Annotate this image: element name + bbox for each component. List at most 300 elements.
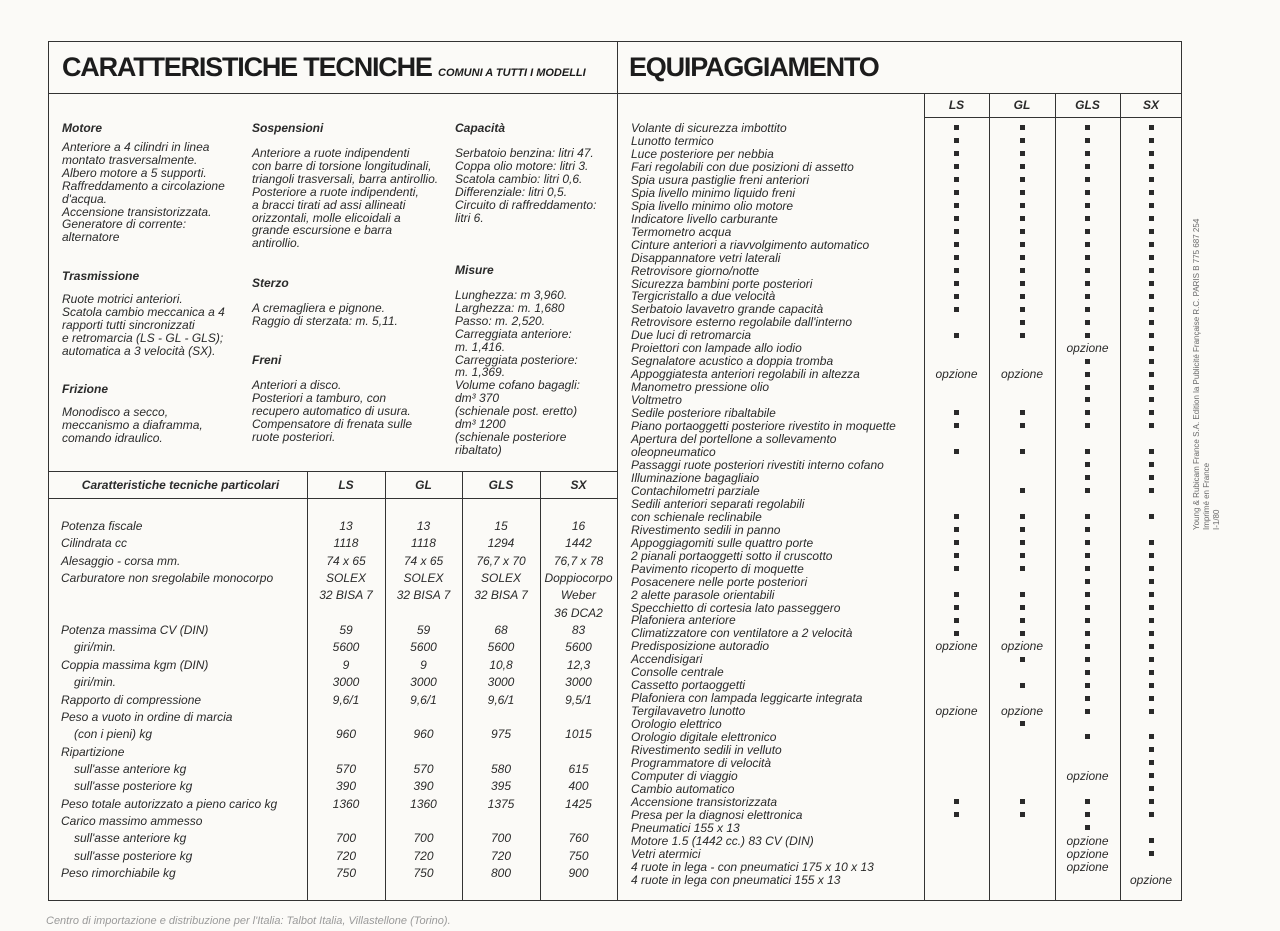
included-square-icon xyxy=(1149,138,1154,143)
included-square-icon xyxy=(954,138,959,143)
spec-cell: 59 xyxy=(416,623,431,638)
included-marker xyxy=(1055,239,1120,252)
included-square-icon xyxy=(954,151,959,156)
included-marker xyxy=(1055,122,1120,135)
included-square-icon xyxy=(1085,229,1090,234)
title-characteristics-subtitle: COMUNI A TUTTI I MODELLI xyxy=(438,67,586,79)
included-square-icon xyxy=(1085,488,1090,493)
included-marker xyxy=(1120,252,1182,265)
spec-cell: 800 xyxy=(490,866,512,880)
spec-row-label: sull'asse posteriore kg xyxy=(74,848,193,863)
included-marker xyxy=(989,226,1055,239)
included-marker xyxy=(989,174,1055,187)
included-square-icon xyxy=(1085,164,1090,169)
included-square-icon xyxy=(1020,683,1025,688)
spec-cell: 5600 xyxy=(487,640,515,655)
included-square-icon xyxy=(1149,385,1154,390)
included-square-icon xyxy=(1149,799,1154,804)
included-square-icon xyxy=(1085,618,1090,623)
section-text-frizione: Monodisco a secco, meccanismo a diaframma, comando idraulico. xyxy=(62,405,203,445)
included-marker xyxy=(1120,589,1182,602)
included-marker xyxy=(924,511,989,524)
spec-cell: 3000 xyxy=(565,675,592,690)
included-square-icon xyxy=(1149,488,1154,493)
included-marker xyxy=(924,329,989,342)
included-square-icon xyxy=(1149,462,1154,467)
included-marker xyxy=(1055,627,1120,640)
section-text-capacita: Serbatoio benzina: litri 47. Coppa olio motore: litri 3. Scatola cambio: litri 0,6. Differenziale: litri 0,5. Circuito di raffreddamento: litri 6. xyxy=(455,146,597,225)
included-square-icon xyxy=(954,216,959,221)
included-square-icon xyxy=(1149,410,1154,415)
included-marker xyxy=(924,226,989,239)
header-rule xyxy=(48,93,1182,94)
included-square-icon xyxy=(1085,242,1090,247)
included-square-icon xyxy=(1085,825,1090,830)
equip-header-rule xyxy=(924,117,1182,118)
spec-row-label: Peso totale autorizzato a pieno carico kg xyxy=(61,796,278,811)
included-square-icon xyxy=(1149,268,1154,273)
spec-cell: 15 xyxy=(494,519,508,533)
equipment-row-label: Appoggiatesta anteriori regolabili in altezza xyxy=(631,367,860,382)
included-marker xyxy=(1120,809,1182,822)
included-marker xyxy=(989,679,1055,692)
included-square-icon xyxy=(1020,553,1025,558)
equipment-row-label: Cambio automatico xyxy=(631,781,735,796)
included-marker xyxy=(1120,783,1182,796)
included-marker xyxy=(989,303,1055,316)
equip-col-header-gl: GL xyxy=(1013,98,1031,112)
equipment-row-label: oleopneumatico xyxy=(631,445,716,459)
included-marker xyxy=(1120,446,1182,459)
included-marker xyxy=(1120,459,1182,472)
included-square-icon xyxy=(1020,527,1025,532)
included-square-icon xyxy=(1020,151,1025,156)
included-marker xyxy=(924,122,989,135)
included-square-icon xyxy=(954,255,959,260)
spec-cell: 12,3 xyxy=(566,657,591,672)
spec-cell: 960 xyxy=(335,727,357,742)
included-marker xyxy=(1055,666,1120,679)
option-label: opzione xyxy=(1066,769,1109,783)
spec-cell: 9,6/1 xyxy=(410,692,437,707)
equipment-row-label: Appoggiagomiti sulle quattro porte xyxy=(631,535,814,550)
equipment-row-label: Segnalatore acustico a doppia tromba xyxy=(631,354,834,369)
spec-cell: 3000 xyxy=(487,675,515,690)
included-square-icon xyxy=(1149,307,1154,312)
equipment-row-label: Presa per la diagnosi elettronica xyxy=(631,807,803,822)
equipment-row-label: Vetri atermici xyxy=(631,846,701,861)
equipment-row-label: 4 ruote in lega con pneumatici 155 x 13 xyxy=(631,872,841,887)
included-square-icon xyxy=(954,229,959,234)
included-square-icon xyxy=(1020,657,1025,662)
included-marker xyxy=(1120,653,1182,666)
included-marker xyxy=(1055,640,1120,653)
section-title-misure: Misure xyxy=(455,263,494,277)
spec-cell: 76,7 x 70 xyxy=(476,553,526,568)
included-square-icon xyxy=(954,592,959,597)
included-marker xyxy=(1055,316,1120,329)
included-marker xyxy=(924,407,989,420)
included-square-icon xyxy=(1149,229,1154,234)
included-marker xyxy=(1120,537,1182,550)
included-square-icon xyxy=(954,410,959,415)
included-square-icon xyxy=(954,540,959,545)
included-marker xyxy=(1120,278,1182,291)
included-square-icon xyxy=(1020,268,1025,273)
included-marker xyxy=(1120,381,1182,394)
included-marker xyxy=(989,589,1055,602)
included-marker xyxy=(1120,303,1182,316)
included-square-icon xyxy=(1085,281,1090,286)
equipment-row-label: Spia usura pastiglie freni anteriori xyxy=(631,172,810,187)
included-marker xyxy=(989,213,1055,226)
included-marker xyxy=(989,122,1055,135)
spec-cell: 700 xyxy=(413,831,434,846)
spec-cell: 3000 xyxy=(410,675,437,690)
included-marker xyxy=(1055,576,1120,589)
included-square-icon xyxy=(954,268,959,273)
spec-cell: 390 xyxy=(413,779,434,794)
included-marker xyxy=(1055,148,1120,161)
included-marker xyxy=(1120,226,1182,239)
spec-row-label: Carico massimo ammesso xyxy=(61,813,203,828)
included-marker xyxy=(1055,420,1120,433)
spec-cell: 5600 xyxy=(565,640,592,655)
spec-table-header-rule xyxy=(48,498,617,499)
spec-row-label: sull'asse anteriore kg xyxy=(74,761,187,776)
included-square-icon xyxy=(1020,488,1025,493)
included-square-icon xyxy=(954,190,959,195)
spec-cell: 74 x 65 xyxy=(403,553,444,568)
included-marker xyxy=(1120,135,1182,148)
included-square-icon xyxy=(1149,190,1154,195)
spec-row-label: Carburatore non sregolabile monocorpo xyxy=(61,571,274,586)
included-square-icon xyxy=(1020,592,1025,597)
included-square-icon xyxy=(1020,540,1025,545)
section-title-sospensioni: Sospensioni xyxy=(252,121,324,135)
included-square-icon xyxy=(1149,242,1154,247)
included-marker xyxy=(1120,731,1182,744)
included-square-icon xyxy=(1020,631,1025,636)
included-marker xyxy=(1055,290,1120,303)
included-marker xyxy=(1055,381,1120,394)
included-marker xyxy=(1055,174,1120,187)
included-square-icon xyxy=(1085,799,1090,804)
included-square-icon xyxy=(1020,125,1025,130)
included-marker xyxy=(1120,355,1182,368)
included-marker xyxy=(1055,563,1120,576)
included-marker xyxy=(1120,627,1182,640)
included-square-icon xyxy=(1149,333,1154,338)
section-text-trasmissione: Ruote motrici anteriori. Scatola cambio meccanica a 4 rapporti tutti sincronizzati e retromarcia (LS - GL - GLS); automatica a 3 velocità (SX). xyxy=(62,292,225,358)
included-square-icon xyxy=(954,605,959,610)
included-marker xyxy=(1055,278,1120,291)
included-square-icon xyxy=(1020,294,1025,299)
included-marker xyxy=(1120,550,1182,563)
spec-cell: 750 xyxy=(413,866,434,880)
included-square-icon xyxy=(1149,592,1154,597)
included-square-icon xyxy=(1149,773,1154,778)
included-marker xyxy=(924,174,989,187)
included-marker xyxy=(924,278,989,291)
included-square-icon xyxy=(1085,125,1090,130)
option-label: opzione xyxy=(935,367,978,382)
title-characteristics-text: CARATTERISTICHE TECNICHE xyxy=(62,52,432,82)
included-square-icon xyxy=(1085,540,1090,545)
included-marker xyxy=(1055,705,1120,718)
included-marker xyxy=(989,316,1055,329)
equipment-row-label: Lunotto termico xyxy=(631,133,714,148)
spec-cell: 9,5/1 xyxy=(565,692,592,707)
included-marker xyxy=(989,809,1055,822)
included-square-icon xyxy=(1149,164,1154,169)
included-marker xyxy=(1120,316,1182,329)
equipment-row-label: Consolle centrale xyxy=(631,665,724,680)
spec-cell: 74 x 65 xyxy=(326,553,366,568)
option-label: opzione xyxy=(1129,872,1173,887)
spec-row-label: Peso a vuoto in ordine di marcia xyxy=(61,709,233,724)
included-square-icon xyxy=(954,566,959,571)
spec-row-label: Potenza massima CV (DIN) xyxy=(61,623,209,638)
included-marker xyxy=(1055,537,1120,550)
included-square-icon xyxy=(1085,605,1090,610)
included-marker xyxy=(989,718,1055,731)
included-square-icon xyxy=(1149,670,1154,675)
included-marker xyxy=(1055,394,1120,407)
included-square-icon xyxy=(954,333,959,338)
spec-cell: 1118 xyxy=(411,536,436,551)
equipment-row-label: Specchietto di cortesia lato passeggero xyxy=(631,600,841,615)
included-marker xyxy=(924,252,989,265)
section-title-freni: Freni xyxy=(252,353,282,367)
included-marker xyxy=(1055,459,1120,472)
included-marker xyxy=(924,563,989,576)
included-marker xyxy=(1055,355,1120,368)
included-marker xyxy=(1055,187,1120,200)
included-square-icon xyxy=(1020,799,1025,804)
spec-cell: 13 xyxy=(416,519,431,533)
spec-cell: 76,7 x 78 xyxy=(553,553,604,568)
included-marker xyxy=(1055,485,1120,498)
spec-cell: Doppiocorpo xyxy=(544,571,613,586)
included-square-icon xyxy=(954,177,959,182)
spec-row-label: Cilindrata cc xyxy=(61,536,128,551)
equipment-row-label: Sedile posteriore ribaltabile xyxy=(631,406,776,421)
included-marker xyxy=(924,446,989,459)
equipment-row-label: Spia livello minimo olio motore xyxy=(631,198,794,213)
included-marker xyxy=(1120,692,1182,705)
included-square-icon xyxy=(1085,190,1090,195)
included-square-icon xyxy=(1085,333,1090,338)
included-marker xyxy=(924,161,989,174)
included-square-icon xyxy=(1149,320,1154,325)
equipment-row-label: 4 ruote in lega - con pneumatici 175 x 10 x 13 xyxy=(631,859,874,874)
included-marker xyxy=(989,187,1055,200)
included-marker xyxy=(1055,200,1120,213)
equipment-row-label: Motore 1.5 (1442 cc.) 83 CV (DIN) xyxy=(631,833,814,848)
equipment-row-label: Serbatoio lavavetro grande capacità xyxy=(631,302,824,317)
included-square-icon xyxy=(1085,410,1090,415)
included-square-icon xyxy=(1085,216,1090,221)
included-square-icon xyxy=(1085,734,1090,739)
included-marker xyxy=(924,135,989,148)
included-marker xyxy=(1120,265,1182,278)
spec-row-label: Potenza fiscale xyxy=(61,519,143,533)
included-square-icon xyxy=(954,799,959,804)
included-square-icon xyxy=(1085,657,1090,662)
equipment-row-label: 2 alette parasole orientabili xyxy=(631,587,775,602)
included-square-icon xyxy=(1085,631,1090,636)
included-square-icon xyxy=(1149,294,1154,299)
included-square-icon xyxy=(1085,514,1090,519)
equip-col-header-gls: GLS xyxy=(1075,98,1100,112)
section-text-misure: Lunghezza: m 3,960. Larghezza: m. 1,680 Passo: m. 2,520. Carreggiata anteriore: m. 1,416. Carreggiata posteriore: m. 1,369. Volume cofano bagagli: dm³ 370 (schienale post. eretto) dm³ 1200 (schienale posteriore ribaltato) xyxy=(455,288,580,457)
included-square-icon xyxy=(1085,527,1090,532)
included-marker xyxy=(1055,524,1120,537)
equipment-row-label: Orologio digitale elettronico xyxy=(631,730,777,745)
equipment-row-label: Spia livello minimo liquido freni xyxy=(631,185,796,200)
included-marker xyxy=(924,239,989,252)
footer-distributor: Centro di importazione e distribuzione per l'Italia: Talbot Italia, Villastellone (Torino). xyxy=(46,915,451,927)
equipment-row-label: Predisposizione autoradio xyxy=(631,639,770,654)
included-marker xyxy=(924,200,989,213)
included-marker xyxy=(1120,640,1182,653)
included-square-icon xyxy=(1149,812,1154,817)
section-text-sterzo: A cremagliera e pignone. Raggio di sterzata: m. 5,11. xyxy=(252,301,398,328)
included-square-icon xyxy=(1085,579,1090,584)
included-marker xyxy=(1120,835,1182,848)
spec-table-title: Caratteristiche tecniche particolari xyxy=(81,478,280,492)
included-square-icon xyxy=(1085,307,1090,312)
spec-cell: 975 xyxy=(490,727,512,742)
included-marker xyxy=(924,303,989,316)
spec-cell: 760 xyxy=(568,831,589,846)
included-square-icon xyxy=(1149,553,1154,558)
included-square-icon xyxy=(1149,177,1154,182)
included-square-icon xyxy=(1020,333,1025,338)
equipment-row-label: Apertura del portellone a sollevamento xyxy=(631,432,837,447)
included-marker xyxy=(989,614,1055,627)
included-square-icon xyxy=(1020,138,1025,143)
included-marker xyxy=(1120,174,1182,187)
spec-cell: 1118 xyxy=(333,536,359,551)
equipment-row-label: Plafoniera con lampada leggicarte integrata xyxy=(631,691,863,706)
included-square-icon xyxy=(1020,812,1025,817)
spec-cell: 750 xyxy=(568,848,589,863)
spec-cell: 700 xyxy=(490,831,512,846)
included-marker xyxy=(1120,614,1182,627)
included-square-icon xyxy=(1085,203,1090,208)
option-label: opzione xyxy=(1066,846,1109,861)
spec-table-top-rule xyxy=(48,471,617,472)
equipment-row-label: Volante di sicurezza imbottito xyxy=(631,121,787,135)
section-title-frizione: Frizione xyxy=(62,382,109,396)
title-equipment: EQUIPAGGIAMENTO xyxy=(629,52,879,82)
spec-cell: 580 xyxy=(490,761,512,776)
included-marker xyxy=(1055,511,1120,524)
included-marker xyxy=(1055,161,1120,174)
included-marker xyxy=(989,420,1055,433)
spec-cell: 1360 xyxy=(410,796,437,811)
included-square-icon xyxy=(954,553,959,558)
equipment-row-label: Indicatore livello carburante xyxy=(631,211,778,226)
equipment-row-label: 2 pianali portaoggetti sotto il cruscotto xyxy=(631,548,833,563)
option-label: opzione xyxy=(935,639,978,654)
side-credit-line2: Imprimé en France xyxy=(1202,462,1211,530)
included-square-icon xyxy=(1085,475,1090,480)
included-marker xyxy=(1055,602,1120,615)
included-marker xyxy=(924,614,989,627)
included-square-icon xyxy=(1149,579,1154,584)
included-marker xyxy=(924,809,989,822)
equipment-row-label: Cinture anteriori a riavvolgimento automatico xyxy=(631,237,870,252)
section-title-motore: Motore xyxy=(62,121,102,135)
included-square-icon xyxy=(1149,449,1154,454)
included-marker xyxy=(1120,602,1182,615)
spec-cell: 9,6/1 xyxy=(487,692,515,707)
included-marker xyxy=(1055,213,1120,226)
included-square-icon xyxy=(954,125,959,130)
included-square-icon xyxy=(1020,281,1025,286)
included-marker xyxy=(1120,770,1182,783)
included-square-icon xyxy=(1149,514,1154,519)
included-square-icon xyxy=(1085,177,1090,182)
spec-row-label: giri/min. xyxy=(74,675,117,690)
included-square-icon xyxy=(1020,190,1025,195)
spec-cell: SOLEX xyxy=(403,571,444,586)
included-square-icon xyxy=(1020,566,1025,571)
included-square-icon xyxy=(954,164,959,169)
spec-cell: 10,8 xyxy=(489,657,513,672)
side-credit-line3: I-1/80 xyxy=(1212,509,1221,530)
included-marker xyxy=(989,537,1055,550)
section-title-trasmissione: Trasmissione xyxy=(62,269,140,283)
spec-cell: 13 xyxy=(339,519,353,533)
included-square-icon xyxy=(1149,346,1154,351)
spec-row-label: (con i pieni) kg xyxy=(74,727,153,742)
included-marker xyxy=(924,589,989,602)
included-square-icon xyxy=(1085,138,1090,143)
option-label: opzione xyxy=(1066,833,1109,848)
included-square-icon xyxy=(1020,307,1025,312)
spec-cell: 615 xyxy=(568,761,589,776)
included-marker xyxy=(924,537,989,550)
included-marker xyxy=(1120,796,1182,809)
included-marker xyxy=(1055,679,1120,692)
included-marker xyxy=(1120,239,1182,252)
included-marker xyxy=(989,239,1055,252)
included-square-icon xyxy=(1020,514,1025,519)
included-marker xyxy=(989,200,1055,213)
included-square-icon xyxy=(1020,320,1025,325)
included-marker xyxy=(989,550,1055,563)
included-square-icon xyxy=(1085,255,1090,260)
included-marker xyxy=(1120,757,1182,770)
included-marker xyxy=(989,602,1055,615)
spec-cell: 83 xyxy=(571,623,586,638)
included-square-icon xyxy=(1149,475,1154,480)
spec-cell: Weber xyxy=(560,588,597,603)
included-square-icon xyxy=(1020,605,1025,610)
included-square-icon xyxy=(1149,618,1154,623)
included-square-icon xyxy=(1149,605,1154,610)
included-marker xyxy=(1055,550,1120,563)
included-marker xyxy=(1055,252,1120,265)
spec-col-header-ls: LS xyxy=(338,478,354,492)
included-marker xyxy=(1055,407,1120,420)
included-square-icon xyxy=(1085,670,1090,675)
included-square-icon xyxy=(1149,760,1154,765)
